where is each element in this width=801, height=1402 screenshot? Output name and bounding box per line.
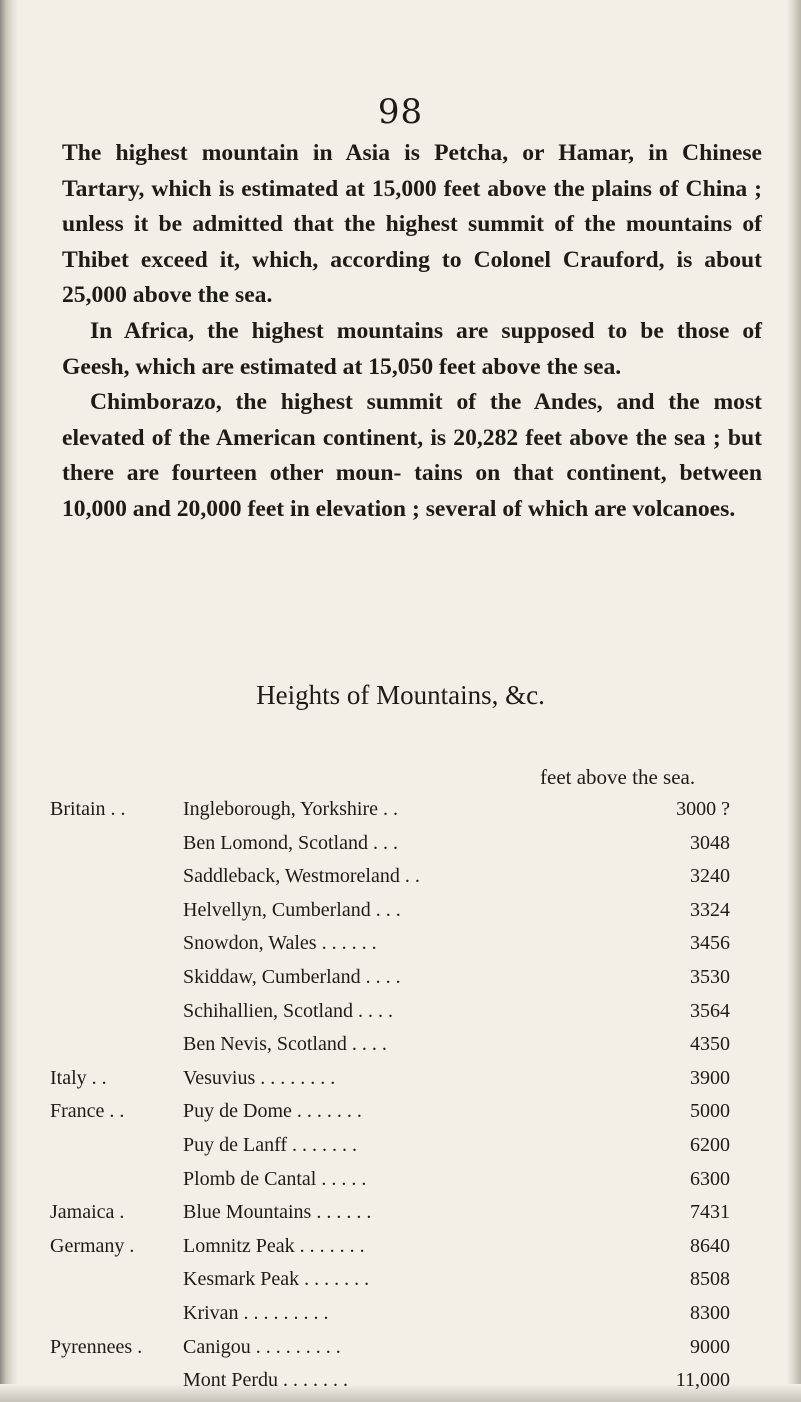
mountain-cell: Ben Lomond, Scotland . . . [183, 831, 398, 854]
mountain-cell: Schihallien, Scotland . . . . [183, 999, 393, 1022]
paragraph-asia: The highest mountain in Asia is Petcha, or Hamar, in Chinese Tartary, which is estimated at 15,000 feet above the plains of China ; unless it be admitted that the highest summit of the mountains of Thibet exceed it, which, according to Colonel Crauford, is about 25,000 above the sea. [62, 140, 762, 309]
height-cell: 6200 [690, 1133, 730, 1156]
height-cell: 8300 [690, 1301, 730, 1324]
height-cell: 3048 [690, 831, 730, 854]
body-text [62, 136, 762, 528]
table-row [50, 827, 800, 861]
table-row [50, 1095, 800, 1129]
height-cell: 9000 [690, 1335, 730, 1358]
paragraph-africa: In Africa, the highest mountains are supposed to be those of Geesh, which are estimated at 15,050 feet above the sea. [62, 317, 762, 380]
table-row [50, 1263, 800, 1297]
paragraph-america: Chimborazo, the highest summit of the Andes, and the most elevated of the American continent, is 20,282 feet above the sea ; but there are fourteen other moun- tains on that continent, between 10,000 and 20,000 feet in elevation ; several of which are volcanoes. [62, 389, 762, 522]
country-cell: Italy . . [50, 1066, 107, 1089]
country-cell: Germany . [50, 1234, 135, 1257]
country-cell: Jamaica . [50, 1201, 125, 1224]
table-row [50, 793, 800, 827]
table-row [50, 1297, 800, 1331]
mountain-cell: Kesmark Peak . . . . . . . [183, 1268, 370, 1291]
height-cell: 3324 [690, 898, 730, 921]
table-row [50, 927, 800, 961]
height-cell: 6300 [690, 1167, 730, 1190]
table-row [50, 894, 800, 928]
table-row [50, 1196, 800, 1230]
mountain-cell: Saddleback, Westmoreland . . [183, 865, 420, 888]
mountain-cell: Ben Nevis, Scotland . . . . [183, 1033, 387, 1056]
height-cell: 3000 ? [676, 798, 730, 820]
table-row [50, 1230, 800, 1264]
height-cell: 11,000 [675, 1369, 730, 1392]
table-row [50, 1331, 800, 1365]
mountain-cell: Krivan . . . . . . . . . [183, 1301, 329, 1324]
heights-table [50, 793, 800, 1398]
mountain-cell: Lomnitz Peak . . . . . . . [183, 1234, 365, 1257]
column-header: feet above the sea. [540, 765, 696, 789]
mountain-cell: Puy de Lanff . . . . . . . [183, 1133, 358, 1156]
height-cell: 5000 [690, 1100, 730, 1123]
table-row [50, 1028, 800, 1062]
table-row [50, 995, 800, 1029]
table-row [50, 1163, 800, 1197]
mountain-cell: Canigou . . . . . . . . . [183, 1335, 341, 1358]
height-cell: 3240 [690, 865, 730, 888]
page-number: 98 [377, 92, 424, 132]
height-cell: 3900 [690, 1066, 730, 1089]
mountain-cell: Plomb de Cantal . . . . . [183, 1167, 367, 1190]
table-row [50, 1364, 800, 1398]
country-cell: Pyrennees . [50, 1335, 143, 1358]
table-row [50, 860, 800, 894]
mountain-cell: Skiddaw, Cumberland . . . . [183, 965, 401, 988]
table-row [50, 961, 800, 995]
mountain-cell: Blue Mountains . . . . . . [183, 1201, 372, 1224]
mountain-cell: Ingleborough, Yorkshire . . [183, 798, 398, 820]
height-cell: 8508 [690, 1268, 730, 1291]
height-cell: 3530 [690, 965, 730, 988]
mountain-cell: Mont Perdu . . . . . . . [183, 1369, 348, 1392]
height-cell: 7431 [690, 1201, 730, 1224]
table-heading: Heights of Mountains, &c. [256, 680, 545, 710]
mountain-cell: Vesuvius . . . . . . . . [183, 1066, 336, 1089]
height-cell: 3564 [690, 999, 730, 1022]
height-cell: 3456 [690, 932, 730, 955]
table-row [50, 1062, 800, 1096]
height-cell: 8640 [690, 1234, 730, 1257]
country-cell: Britain . . [50, 798, 126, 820]
mountain-cell: Snowdon, Wales . . . . . . [183, 932, 377, 955]
table-row [50, 1129, 800, 1163]
height-cell: 4350 [690, 1033, 730, 1056]
mountain-cell: Helvellyn, Cumberland . . . [183, 898, 401, 921]
country-cell: France . . [50, 1100, 125, 1123]
mountain-cell: Puy de Dome . . . . . . . [183, 1100, 362, 1123]
